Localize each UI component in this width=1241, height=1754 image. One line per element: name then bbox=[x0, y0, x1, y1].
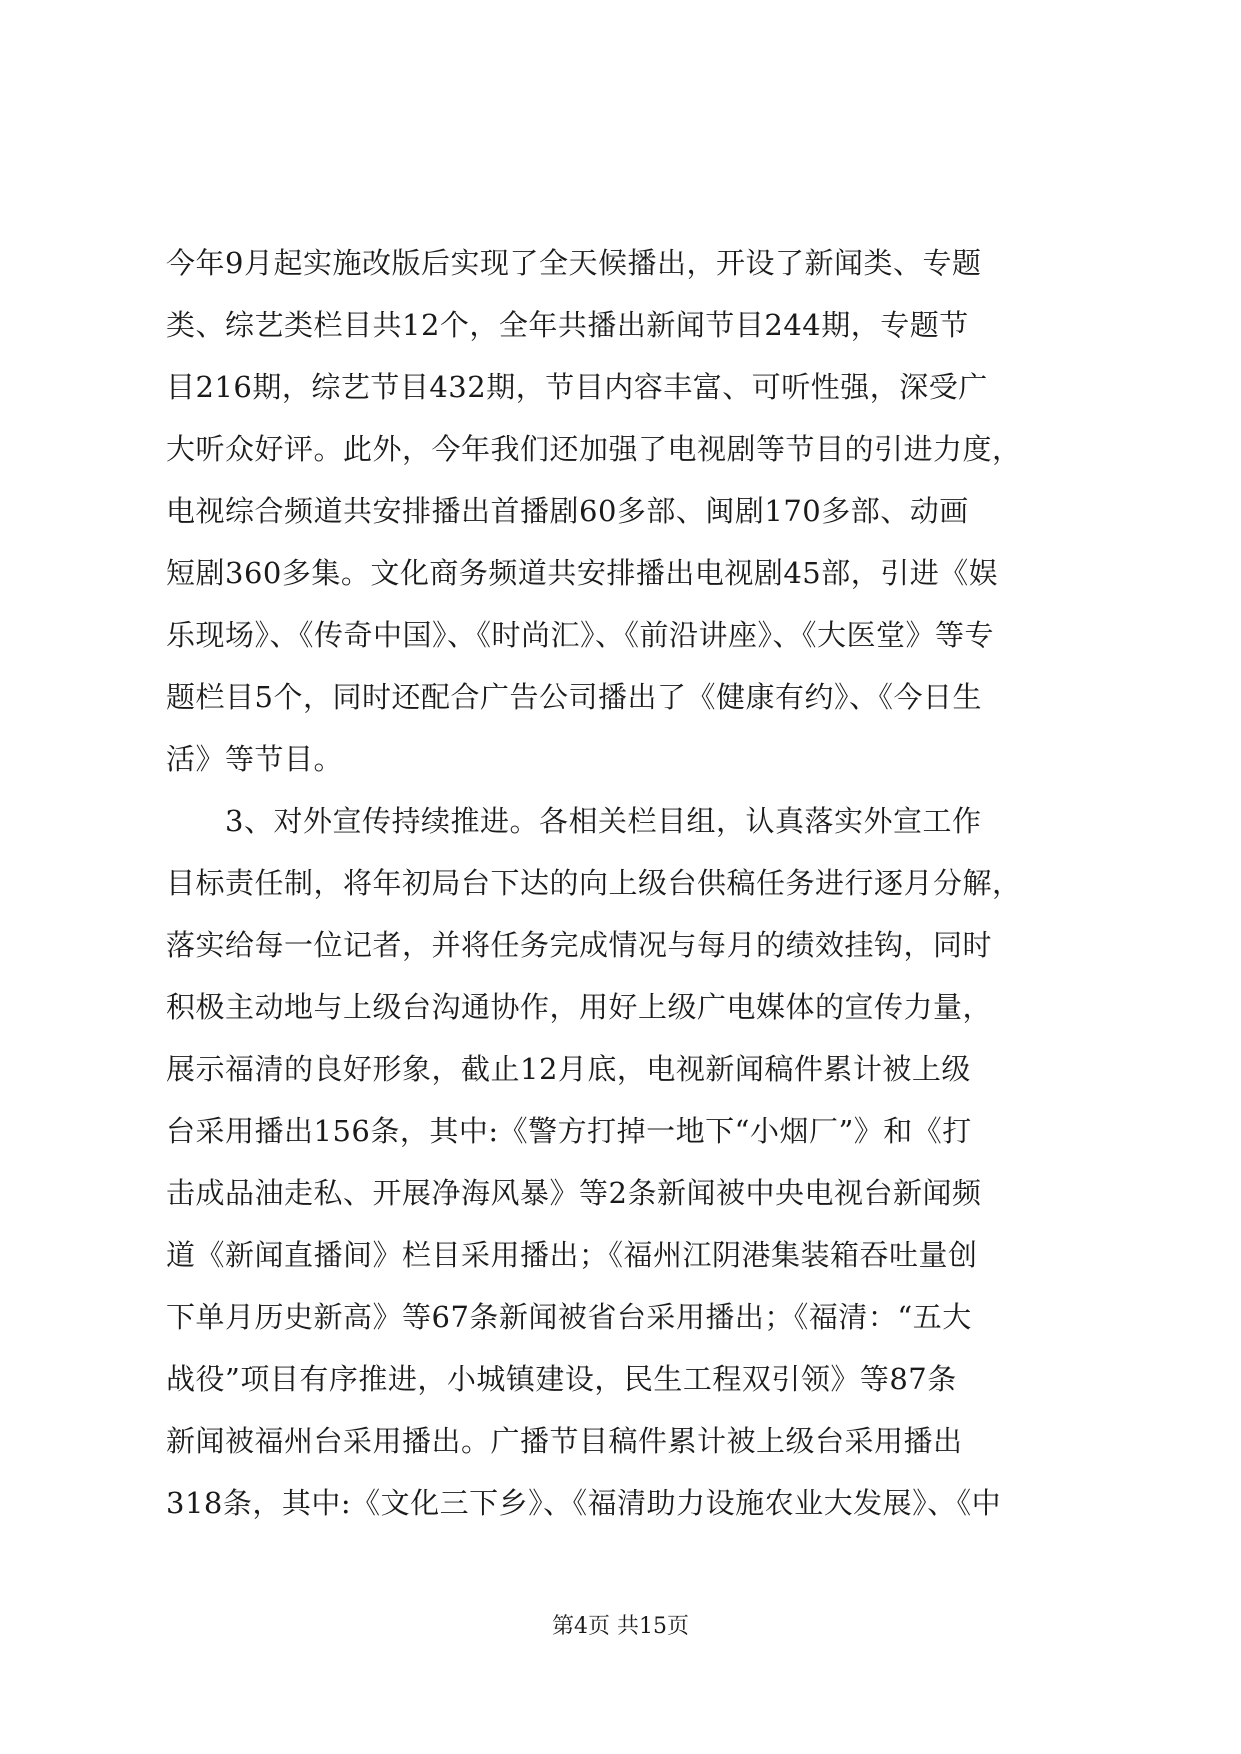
text-line: 活》等节目。 bbox=[166, 742, 344, 776]
text-line: 道《新闻直播间》栏目采用播出；《福州江阴港集装箱吞吐量创 bbox=[166, 1238, 978, 1272]
text-line: 大听众好评。此外，今年我们还加强了电视剧等节目的引进力度， bbox=[166, 432, 1022, 466]
text-line: 积极主动地与上级台沟通协作，用好上级广电媒体的宣传力量， bbox=[166, 990, 993, 1024]
page-number: 第4页 共15页 bbox=[552, 1614, 689, 1639]
text-line: 台采用播出156条，其中:《警方打掉一地下“小烟厂”》和《打 bbox=[166, 1114, 972, 1148]
text-line: 落实给每一位记者，并将任务完成情况与每月的绩效挂钩，同时 bbox=[166, 928, 993, 962]
text-line: 318条，其中:《文化三下乡》、《福清助力设施农业大发展》、《中 bbox=[166, 1486, 1002, 1520]
text-line: 下单月历史新高》等67条新闻被省台采用播出；《福清：“五大 bbox=[166, 1300, 972, 1334]
text-line: 类、综艺类栏目共12个，全年共播出新闻节目244期，专题节 bbox=[166, 308, 969, 342]
text-line: 展示福清的良好形象，截止12月底，电视新闻稿件累计被上级 bbox=[166, 1052, 971, 1086]
body-text bbox=[166, 232, 1080, 1534]
text-line: 战役”项目有序推进，小城镇建设，民生工程双引领》等87条 bbox=[166, 1362, 957, 1396]
page-footer bbox=[0, 1612, 1241, 1642]
text-line: 目标责任制，将年初局台下达的向上级台供稿任务进行逐月分解， bbox=[166, 866, 1022, 900]
text-line: 3、对外宣传持续推进。各相关栏目组，认真落实外宣工作 bbox=[166, 804, 982, 838]
text-line: 题栏目5个，同时还配合广告公司播出了《健康有约》、《今日生 bbox=[166, 680, 982, 714]
text-line: 今年9月起实施改版后实现了全天候播出，开设了新闻类、专题 bbox=[166, 246, 982, 280]
text-line: 电视综合频道共安排播出首播剧60多部、闽剧170多部、动画 bbox=[166, 494, 969, 528]
text-line: 短剧360多集。文化商务频道共安排播出电视剧45部，引进《娱 bbox=[166, 556, 999, 590]
text-line: 乐现场》、《传奇中国》、《时尚汇》、《前沿讲座》、《大医堂》等专 bbox=[166, 618, 995, 652]
text-line: 新闻被福州台采用播出。广播节目稿件累计被上级台采用播出 bbox=[166, 1424, 963, 1458]
text-line: 目216期，综艺节目432期，节目内容丰富、可听性强，深受广 bbox=[166, 370, 988, 404]
text-line: 击成品油走私、开展净海风暴》等2条新闻被中央电视台新闻频 bbox=[166, 1176, 982, 1210]
